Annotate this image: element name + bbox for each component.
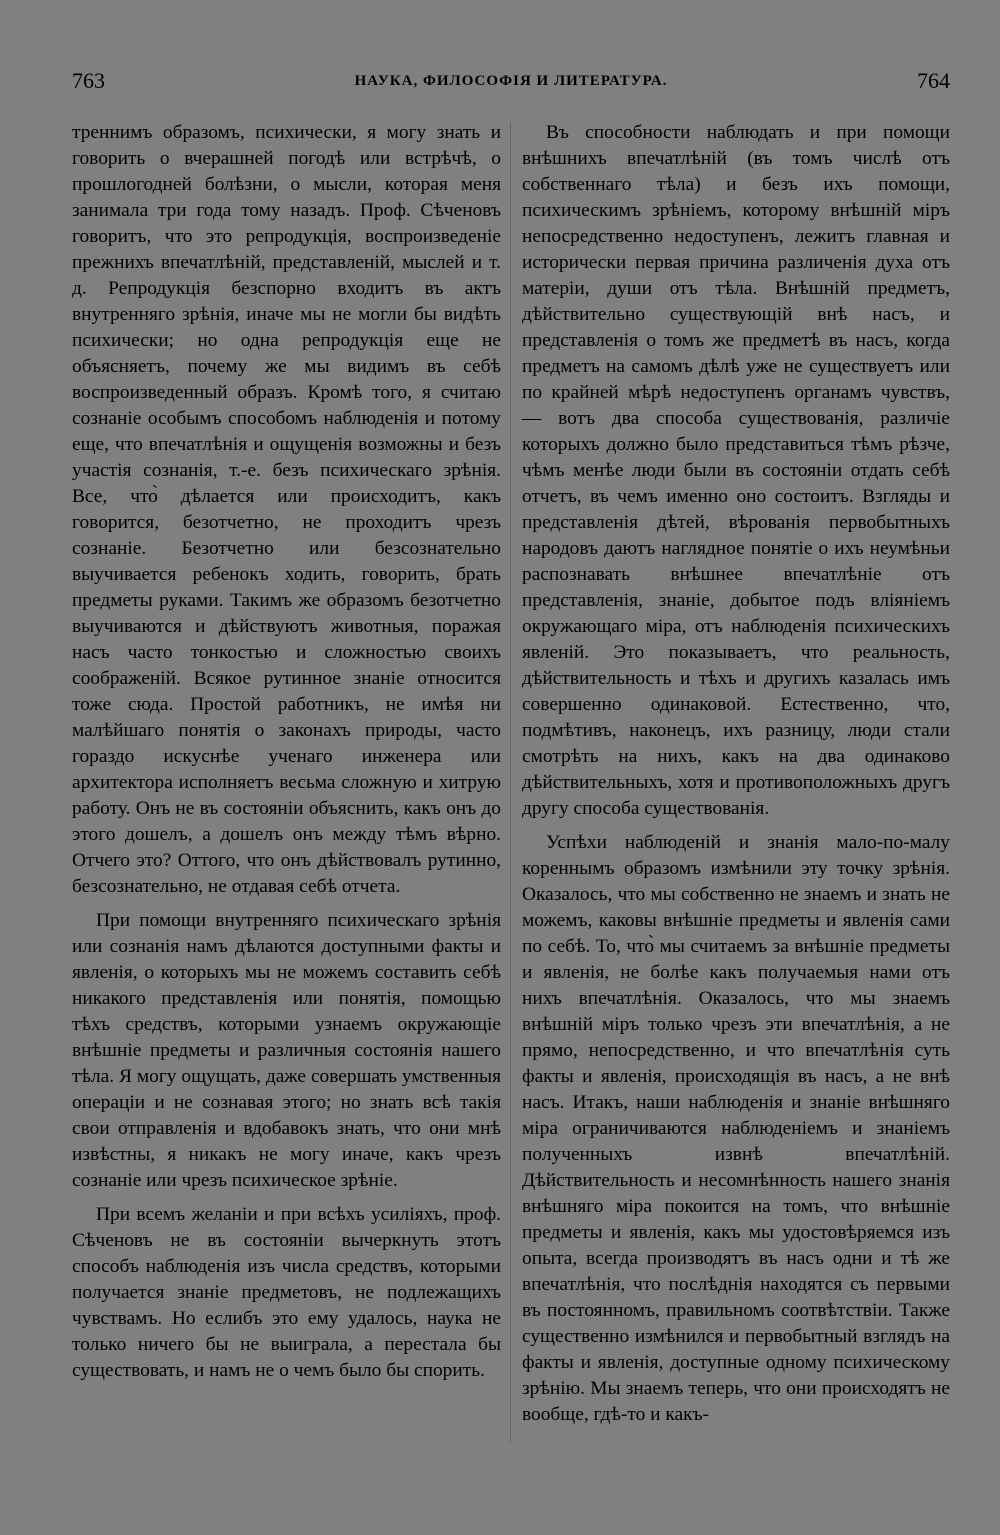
paragraph: Успѣхи наблюденій и знанія мало-по-малу кореннымъ образомъ измѣнили эту точку зрѣнія. Оказалось, что мы собственно не знаемъ и знать не можемъ, каковы внѣшніе предметы и явленія сами по себѣ. То, что̀ мы считаемъ за внѣшніе предметы и явленія, не болѣе какъ получаемыя нами отъ нихъ впечатлѣнія. Оказалось, что мы знаемъ внѣшній міръ только чрезъ эти впечатлѣнія, а не прямо, непосредственно, и что впечатлѣнія суть факты и явленія, происходящія въ насъ, а не внѣ насъ. Итакъ, наши наблюденія и знаніе внѣшняго міра ограничиваются наблюденіемъ и знаніемъ полученныхъ извнѣ впечатлѣній. Дѣйствительность и несомнѣнность нашего знанія внѣшняго міра покоится на томъ, что внѣшніе предметы и явленія, какъ мы удостовѣряемся изъ опыта, всегда производятъ въ насъ одни и тѣ же впечатлѣнія, что послѣднія находятся съ первыми въ постоянномъ, правильномъ соотвѣтствіи. Также существенно измѣнился и первобытный взглядъ на факты и явленія, доступные одному психическому зрѣнію. Мы знаемъ теперь, что они происходятъ не вообще, гдѣ-то и какъ-: [522, 832, 950, 1425]
paragraph: Въ способности наблюдать и при помощи внѣшнихъ впечатлѣній (въ томъ числѣ отъ собственнаго тѣла) и безъ ихъ помощи, психическимъ зрѣніемъ, которому внѣшній міръ непосредственно недоступенъ, лежитъ главная и исторически первая причина различенія духа отъ матеріи, души отъ тѣла. Внѣшній предметъ, дѣйствительно существующій внѣ насъ, и представленія о томъ же предметѣ въ насъ, когда предметъ на самомъ дѣлѣ уже не существуетъ или по крайней мѣрѣ недоступенъ органамъ чувствъ, — вотъ два способа существованія, различіе которыхъ должно было представиться тѣмъ рѣзче, чѣмъ менѣе люди были въ состояніи отдать себѣ отчетъ, въ чемъ именно оно состоитъ. Взгляды и представленія дѣтей, вѣрованія первобытныхъ народовъ даютъ наглядное понятіе о ихъ неумѣньи распознавать внѣшнее впечатлѣніе отъ представленія, знаніе, добытое подъ вліяніемъ окружающаго міра, отъ наблюденія психическихъ явленій. Это показываетъ, что реальность, дѣйствительность и тѣхъ и другихъ казалась имъ совершенно одинаковой. Естественно, что, подмѣтивъ, наконецъ, ихъ разницу, люди стали смотрѣть на нихъ, какъ на два одинаково дѣйствительныхъ, хотя и противоположныхъ другъ другу способа существованія.: [522, 122, 950, 819]
page-number-right: 764: [917, 68, 950, 93]
right-column: [522, 120, 950, 1436]
running-title: НАУКА, ФИЛОСОФІЯ И ЛИТЕРАТУРА.: [354, 73, 668, 89]
left-column: [72, 120, 501, 1392]
column-divider: [510, 122, 511, 1442]
paragraph: треннимъ образомъ, психически, я могу знать и говорить о вчерашней погодѣ или встрѣчѣ, о прошлогодней болѣзни, о мысли, которая меня занимала три года тому назадъ. Проф. Сѣченовъ говоритъ, что это репродукція, воспроизведеніе прежнихъ впечатлѣній, представленій, мыслей и т. д. Репродукція безспорно входитъ въ актъ внутренняго зрѣнія, иначе мы не могли бы видѣть психически; но одна репродукція еще не объясняетъ, почему же мы видимъ въ себѣ воспроизведенный образъ. Кромѣ того, я считаю сознаніе особымъ способомъ наблюденія и потому еще, что впечатлѣнія и ощущенія возможны и безъ участія сознанія, т.-е. безъ психическаго зрѣнія. Все, что̀ дѣлается или происходитъ, какъ говорится, безотчетно, не проходитъ чрезъ сознаніе. Безотчетно или безсознательно выучивается ребенокъ ходить, говорить, брать предметы руками. Такимъ же образомъ безотчетно выучиваются и дѣйствуютъ животныя, поражая насъ часто тонкостью и сложностью своихъ соображеній. Всякое рутинное знаніе относится тоже сюда. Простой работникъ, не имѣя ни малѣйшаго понятія о законахъ природы, часто гораздо искуснѣе ученаго инженера или архитектора исполняетъ весьма сложную и хитрую работу. Онъ не въ состояніи объяснить, какъ онъ до этого дошелъ, а дошелъ онъ между тѣмъ вѣрно. Отчего это? Оттого, что онъ дѣйствовалъ рутинно, безсознательно, не отдавая себѣ отчета.: [72, 122, 501, 897]
page-header: [72, 68, 950, 98]
page-number-left: 763: [72, 68, 105, 93]
paragraph: При всемъ желаніи и при всѣхъ усиліяхъ, проф. Сѣченовъ не въ состояніи вычеркнуть этотъ способъ наблюденія изъ числа средствъ, которыми получается знаніе предметовъ, не подлежащихъ чувствамъ. Но еслибъ это ему удалось, наука не только ничего бы не выиграла, а перестала бы существовать, и намъ не о чемъ было бы спорить.: [72, 1204, 501, 1381]
paragraph: При помощи внутренняго психическаго зрѣнія или сознанія намъ дѣлаются доступными факты и явленія, о которыхъ мы не можемъ составить себѣ никакого представленія или понятія, помощью тѣхъ средствъ, которыми узнаемъ окружающіе внѣшніе предметы и различныя состоянія нашего тѣла. Я могу ощущать, даже совершать умственныя операціи и не сознавая этого; но знать всѣ такія свои отправленія и вдобавокъ знать, что они мнѣ извѣстны, я никакъ не могу иначе, какъ чрезъ сознаніе или чрезъ психическое зрѣніе.: [72, 910, 501, 1191]
